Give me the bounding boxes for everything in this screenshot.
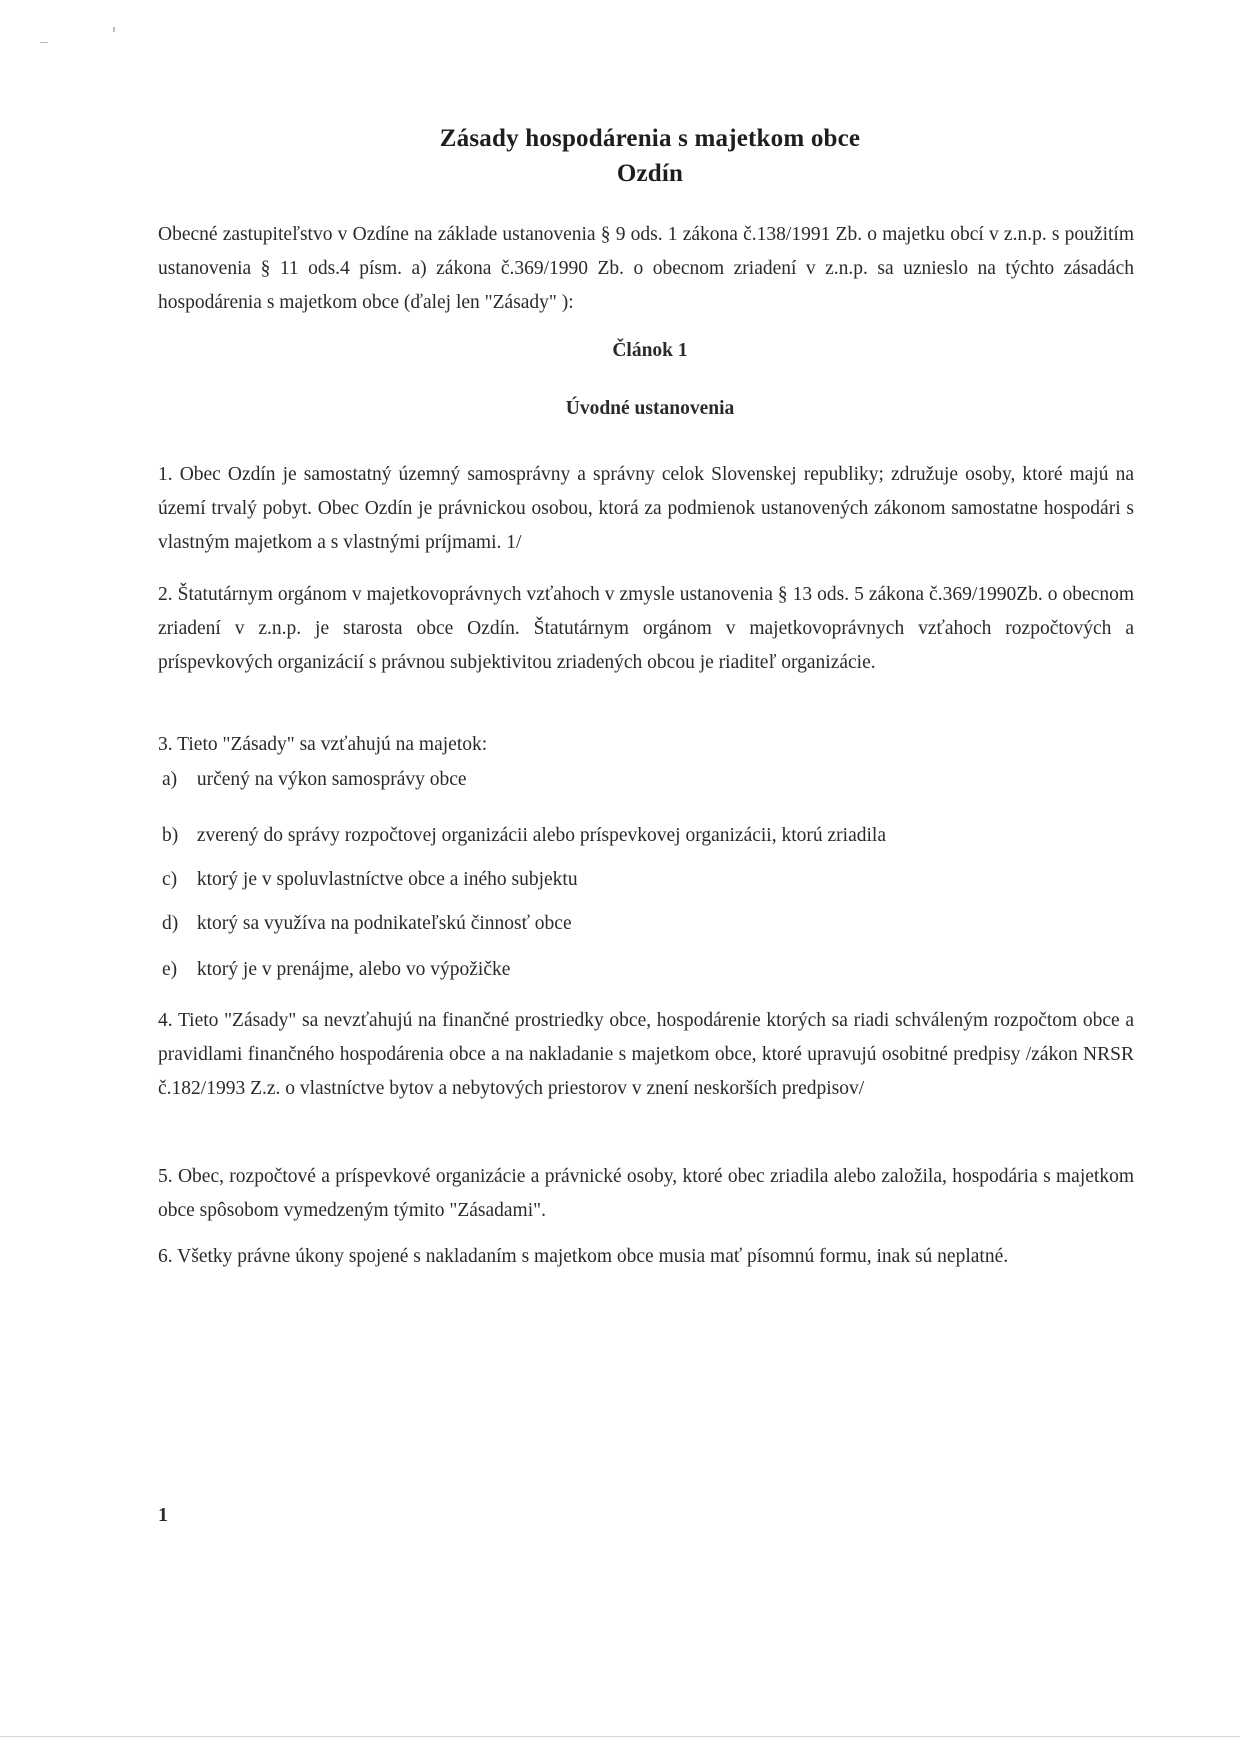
list-item-label: b) [162,825,179,846]
list-item-text: ktorý sa využíva na podnikateľskú činnosť obce [196,913,572,934]
scan-bottom-edge [0,1736,1240,1737]
list-item-label: d) [162,913,179,934]
list-item-label: c) [162,869,178,890]
list-item [162,956,510,984]
document-title: Zásady hospodárenia s majetkom obce [439,125,861,152]
list-item-text: zverený do správy rozpočtovej organizácii alebo príspevkovej organizácii, ktorú zriadila [196,825,886,846]
list-item-text: ktorý je v spoluvlastníctve obce a iného subjektu [196,869,578,890]
document-title-municipality: Ozdín [616,160,684,187]
page-number: 1 [158,1504,168,1526]
article-subtitle: Úvodné ustanovenia [565,398,735,419]
list-item-text: ktorý je v prenájme, alebo vo výpožičke [196,959,511,980]
list-item-label: a) [162,769,178,790]
list-item-label: e) [162,959,178,980]
paragraph-6: 6. Všetky právne úkony spojené s nakladaním s majetkom obce musia mať písomnú formu, inak sú neplatné. [158,1246,1009,1267]
scan-artifact [113,27,115,32]
paragraph-4: 4. Tieto "Zásady" sa nevzťahujú na finančné prostriedky obce, hospodárenie ktorých sa riadi schváleným rozpočtom obce a pravidlami finančného hospodárenia obce a na nakladanie s majetkom obce, ktoré upravujú osobitné predpisy /zákon NRSR č.182/1993 Z.z. o vlastníctve bytov a nebytových priestorov v znení neskorších predpisov/ [158,1010,1134,1099]
paragraph-2: 2. Štatutárnym orgánom v majetkovoprávnych vzťahoch v zmysle ustanovenia § 13 ods. 5 zákona č.369/1990Zb. o obecnom zriadení v z.n.p. je starosta obce Ozdín. Štatutárnym orgánom v majetkovoprávnych vzťahoch rozpočtových a príspevkových organizácií s právnou subjektivitou zriadených obcou je riaditeľ organizácie. [158,584,1134,673]
list-item-text: určený na výkon samosprávy obce [196,769,467,790]
list-item [162,766,467,794]
intro-paragraph: Obecné zastupiteľstvo v Ozdíne na základe ustanovenia § 9 ods. 1 zákona č.138/1991 Zb. o majetku obcí v z.n.p. s použitím ustanovenia § 11 ods.4 písm. a) zákona č.369/1990 Zb. o obecnom zriadení v z.n.p. sa uznieslo na týchto zásadách hospodárenia s majetkom obce (ďalej len "Zásady" ): [158,224,1134,313]
paragraph-5: 5. Obec, rozpočtové a príspevkové organizácie a právnické osoby, ktoré obec zriadila alebo založila, hospodária s majetkom obce spôsobom vymedzeným týmito "Zásadami". [158,1166,1134,1221]
paragraph-3: 3. Tieto "Zásady" sa vzťahujú na majetok: [158,734,488,755]
article-title: Článok 1 [612,340,688,361]
paragraph-1: 1. Obec Ozdín je samostatný územný samosprávny a správny celok Slovenskej republiky; združuje osoby, ktoré majú na území trvalý pobyt. Obec Ozdín je právnickou osobou, ktorá za podmienok ustanovených zákonom samostatne hospodári s vlastným majetkom a s vlastnými príjmami. 1/ [158,464,1134,553]
list-item [162,822,886,850]
list-item [162,866,578,894]
list-item [162,910,572,938]
scan-artifact [40,42,48,43]
